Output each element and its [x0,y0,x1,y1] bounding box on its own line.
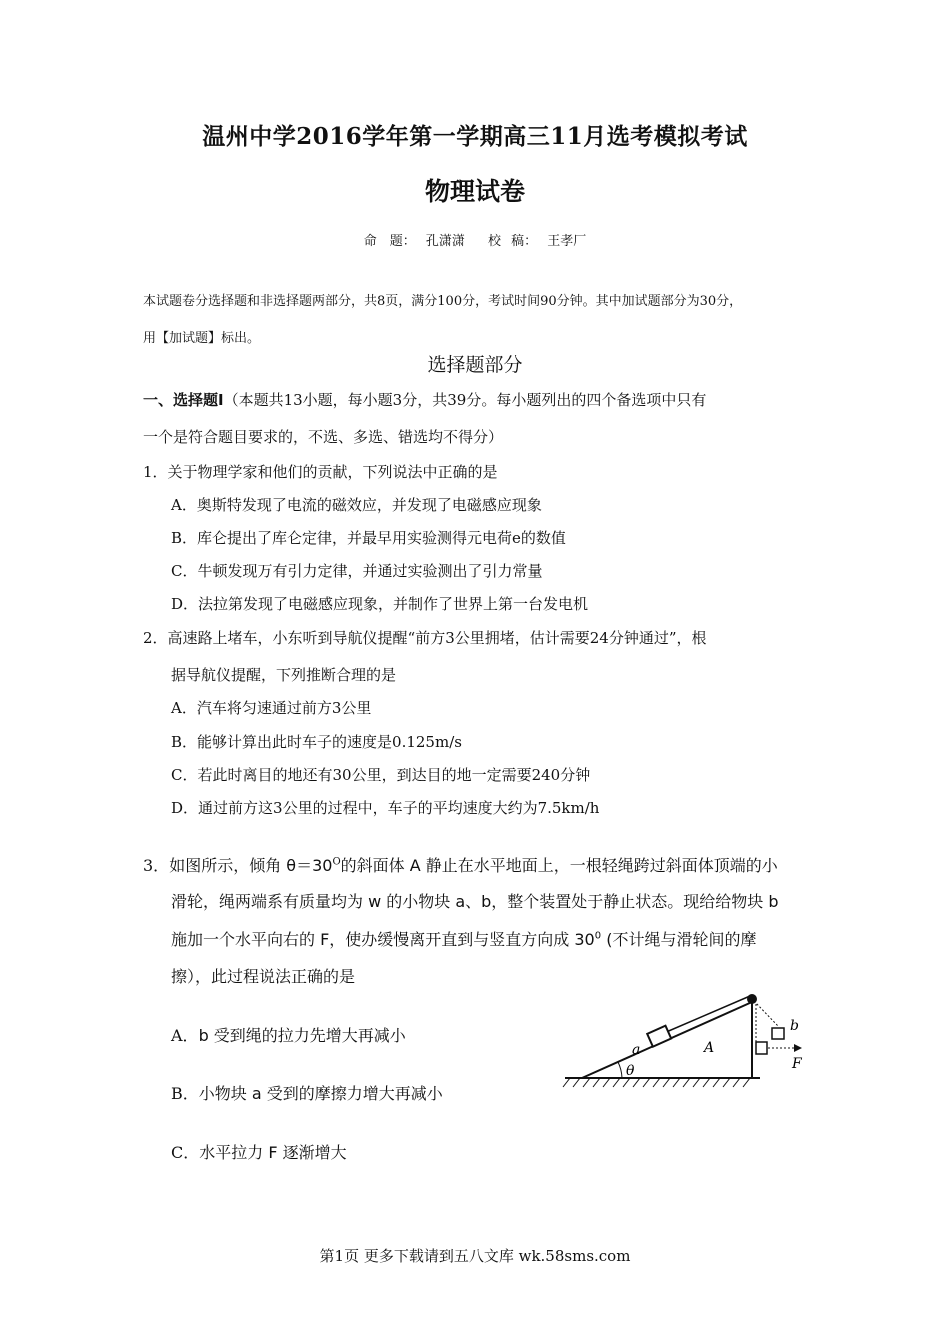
question-1-option-c: C．牛顿发现万有引力定律，并通过实验测出了引力常量 [171,562,543,580]
exam-subtitle: 物理试卷 [424,177,525,206]
option-letter: A． [171,1026,199,1045]
question-3-line-2: 滑轮，绳两端系有质量均为 w 的小物块 a、b，整个装置处于静止状态。现给给物块 b [171,892,779,911]
question-3-option-a [171,1023,406,1046]
part1-desc: （本题共13小题，每小题3分，共39分。每小题列出的四个备选项中只有 [223,391,707,409]
label-a: a [632,1042,641,1058]
question-1-option-a: A．奥斯特发现了电流的磁效应，并发现了电磁感应现象 [171,496,542,514]
question-1-option-d: D．法拉第发现了电磁感应现象，并制作了世界上第一台发电机 [171,595,589,613]
page-footer: 第1页 更多下载请到五八文库 wk.58sms.com [319,1247,631,1265]
block-b-initial [756,1042,767,1054]
label-theta: θ [626,1063,635,1079]
question-3-line-3-b: (不计绳与滑轮间的摩 [601,930,757,949]
degree-sup: O [332,856,341,868]
question-3-number: 3． [143,856,170,875]
part1-heading [143,389,706,410]
rope-incline [664,996,750,1033]
question-2-option-d: D．通过前方这3公里的过程中，车子的平均速度大约为7.5km/h [171,799,600,817]
question-3-option-b [171,1081,443,1104]
block-b [772,1028,784,1039]
question-3-line-3-a: 施加一个水平向右的 F，使办缓慢离开直到与竖直方向成 30 [171,930,595,949]
rope-to-b [754,1001,778,1026]
label-F: F [792,1056,802,1072]
question-2-stem-cont: 据导航仪提醒，下列推断合理的是 [171,666,397,684]
label-b: b [790,1018,799,1034]
question-3-option-c [171,1140,347,1163]
option-text: 小物块 a 受到的摩擦力增大再减小 [198,1084,443,1103]
question-1-option-b: B．库仑提出了库仑定律，并最早用实验测得元电荷e的数值 [171,529,566,547]
option-letter: B． [171,1084,199,1103]
option-letter: C． [171,1143,200,1162]
question-3-text-a: 如图所示，倾角 θ＝30 [169,856,333,875]
question-2-option-b: B．能够计算出此时车子的速度是0.125m/s [171,733,462,751]
intro-line-2: 用【加试题】标出。 [143,331,261,346]
question-2-option-c: C．若此时离目的地还有30公里，到达目的地一定需要240分钟 [171,766,591,784]
option-text: b 受到绳的拉力先增大再减小 [198,1026,406,1045]
angle-arc [618,1062,622,1078]
exam-title: 温州中学2016学年第一学期高三11月选考模拟考试 [202,123,748,150]
part1-label: 一、选择题Ⅰ [143,391,224,409]
option-text: 水平拉力 F 逐渐增大 [199,1143,347,1162]
block-a [647,1026,671,1047]
degree-sup-2: 0 [594,930,602,942]
question-1-stem: 1．关于物理学家和他们的贡献，下列说法中正确的是 [143,463,498,481]
ground-hatching [563,1078,750,1087]
question-2-option-a: A．汽车将匀速通过前方3公里 [171,699,372,717]
question-3-line-1 [143,853,778,876]
part1-desc-line-2: 一个是符合题目要求的，不选、多选、错选均不得分） [143,428,504,446]
section-title: 选择题部分 [427,354,523,376]
question-3-line-3 [171,927,756,950]
question-3-line-4: 擦），此过程说法正确的是 [171,967,356,986]
question-3-text-b: 的斜面体 A 静止在水平地面上，一根轻绳跨过斜面体顶端的小 [340,856,778,875]
pulley [747,994,757,1004]
intro-line-1: 本试题卷分选择题和非选择题两部分，共8页，满分100分，考试时间90分钟。其中加试题部分为30分， [143,294,743,309]
force-arrow-head [794,1044,802,1052]
label-A: A [704,1040,715,1056]
question-2-stem: 2．高速路上堵车，小东听到导航仪提醒“前方3公里拥堵，估计需要24分钟通过”，根 [143,629,707,647]
authors-line: 命 题： 孔潇潇 校 稿： 王孝厂 [363,234,587,249]
incline-figure [560,990,820,1100]
